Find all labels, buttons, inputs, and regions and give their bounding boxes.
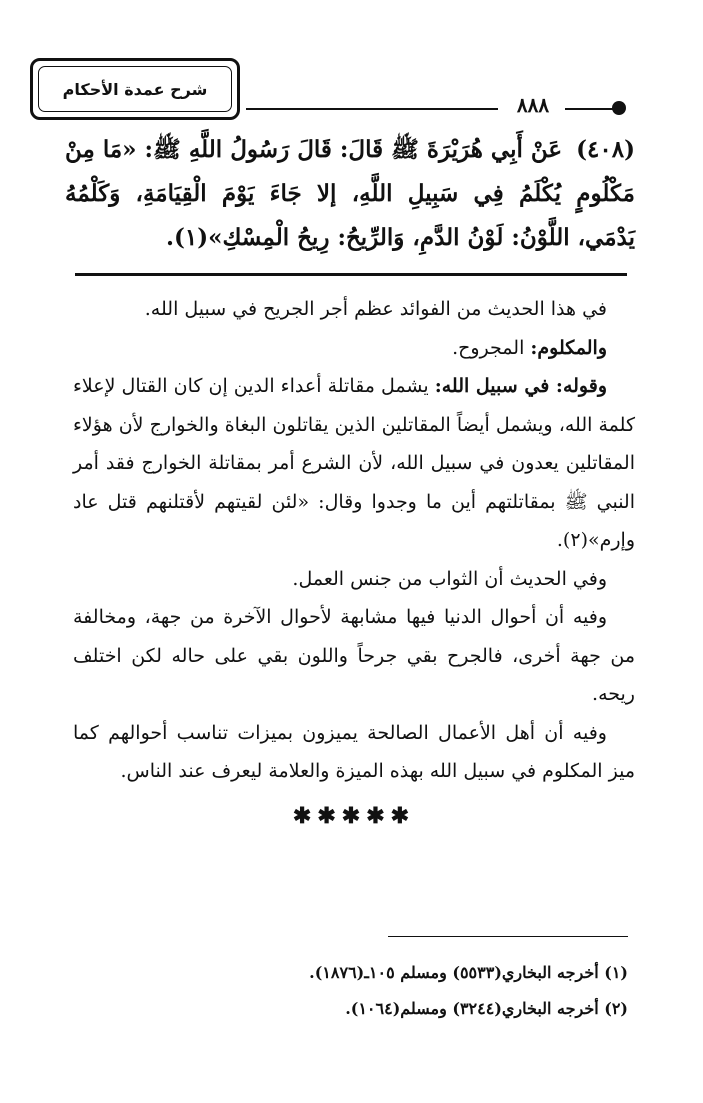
commentary-paragraph [73,329,635,368]
commentary-paragraph [73,367,635,560]
hadith-text: عَنْ أَبِي هُرَيْرَةَ ﷺ قَالَ: قَالَ رَسُولُ اللَّهِ ﷺ: «مَا مِنْ مَكْلُومٍ يُكْلَمُ فِي سَبِيلِ اللَّهِ، إلا جَاءَ يَوْمَ الْقِيَامَةِ، وَكَلْمُهُ يَدْمَي، اللَّوْنُ: لَوْنُ الدَّمِ، وَالرِّيحُ: رِيحُ الْمِسْكِ»(١). [65,136,635,251]
commentary-body [73,290,635,835]
hadith-separator-rule [75,273,627,276]
hadith-text-block [65,128,635,260]
term-label: والمكلوم: [530,336,607,359]
header-rule-right [565,108,615,110]
term-definition: المجروح. [452,336,525,359]
footnote-2: (٢) أخرجه البخاري(٣٢٤٤) ومسلم(١٠٦٤). [345,999,628,1018]
header-rule-left [246,108,498,110]
header-dot-ornament [612,101,626,115]
footnote-separator-rule [388,936,628,937]
commentary-paragraph: وفي الحديث أن الثواب من جنس العمل. [292,567,607,590]
hadith-number: (٤٠٨) [576,136,635,163]
commentary-paragraph: وفيه أن أحوال الدنيا فيها مشابهة لأحوال الآخرة من جهة، ومخالفة من جهة أخرى، فالجرح بقي جرحاً واللون بقي على حاله لكن اختلف ريحه. [73,606,635,705]
page-number: ٨٨٨ [516,93,550,117]
running-header-title: شرح عمدة الأحكام [62,79,208,99]
section-end-stars: ✱✱✱✱✱ [292,802,416,829]
commentary-paragraph: وفيه أن أهل الأعمال الصالحة يميزون بميزات تناسب أحوالهم كما ميز المكلوم في سبيل الله بهذه الميزة والعلامة ليعرف عند الناس. [73,721,635,782]
commentary-paragraph: في هذا الحديث من الفوائد عظم أجر الجريح في سبيل الله. [144,298,607,320]
running-header-inner-frame [38,66,232,112]
term-label: وقوله: في سبيل الله: [434,375,607,397]
running-header-frame [30,58,240,120]
term-definition: يشمل مقاتلة أعداء الدين إن كان القتال لإعلاء كلمة الله، ويشمل أيضاً المقاتلين الذين يقاتلون البغاة والخوارج لأن هؤلاء المقاتلين يعدون في سبيل الله، لأن الشرع أمر بمقاتلة الخوارج فقد أمر النبي ﷺ بمقاتلتهم أين ما وجدوا وقال: «لئن لقيتهم لأقتلنهم قتل عاد وإرم»(٢). [73,375,635,551]
footnotes [68,955,628,1027]
footnote-1: (١) أخرجه البخاري(٥٥٣٣) ومسلم ١٠٥ـ(١٨٧٦). [309,963,628,982]
